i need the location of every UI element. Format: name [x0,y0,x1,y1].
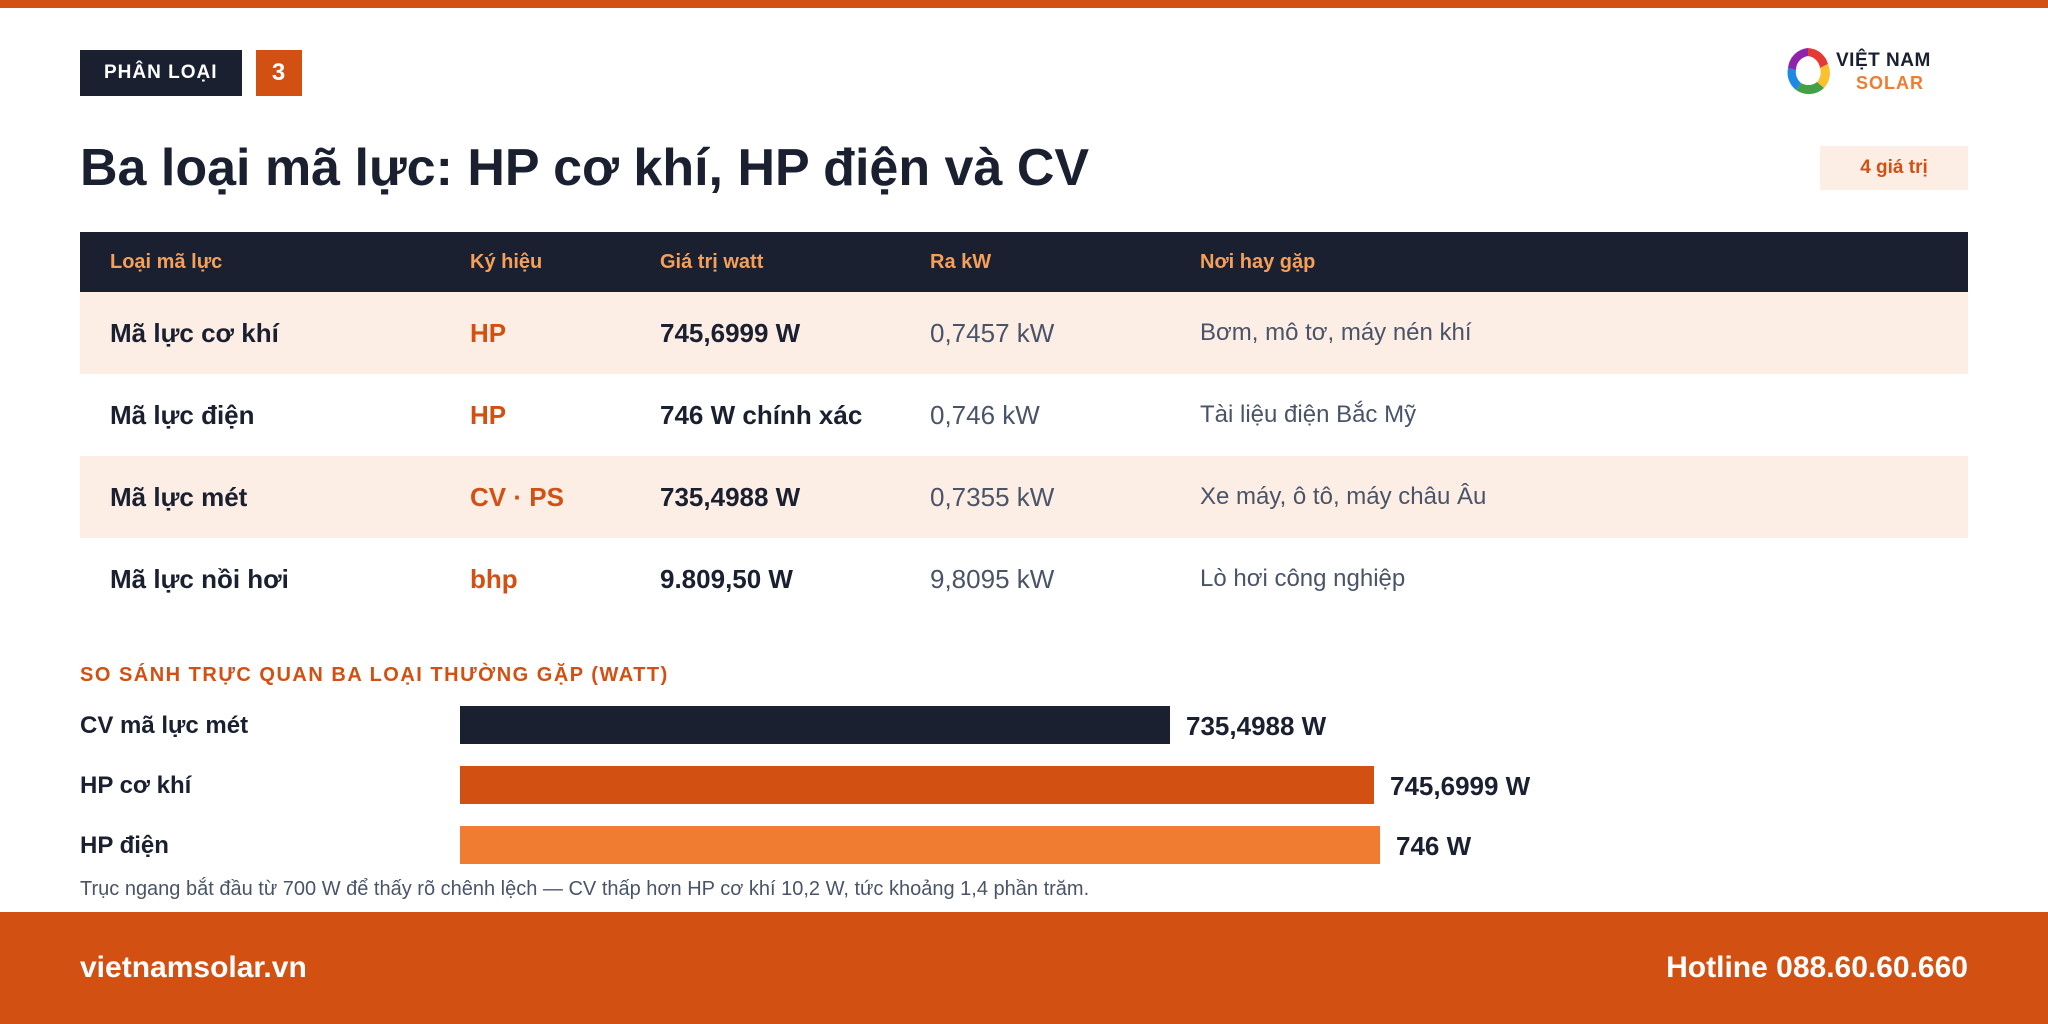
hp-type-cell: Mã lực điện [110,399,255,430]
table-row [80,538,1968,620]
bar-label: HP điện [80,832,169,859]
section-number: 3 [256,50,302,96]
watt-cell: 9.809,50 W [660,563,793,594]
usage-cell: Tài liệu điện Bắc Mỹ [1200,401,1417,428]
chart-note: Trục ngang bắt đầu từ 700 W để thấy rõ chênh lệch — CV thấp hơn HP cơ khí 10,2 W, tức khoảng 1,4 phần trăm. [80,878,1090,900]
bar-hp-mechanical [460,766,1374,804]
symbol-cell: HP [470,317,507,348]
chart-title: SO SÁNH TRỰC QUAN BA LOẠI THƯỜNG GẶP (WATT) [80,664,669,686]
hp-type-cell: Mã lực mét [110,481,248,512]
watt-cell: 746 W chính xác [660,399,863,430]
table-row [80,456,1968,538]
usage-cell: Xe máy, ô tô, máy châu Âu [1200,483,1487,510]
hp-type-cell: Mã lực nồi hơi [110,563,289,594]
column-header: Nơi hay gặp [1200,250,1316,273]
bar-value-label: 746 W [1396,831,1472,861]
bar-row-hp-mechanical [80,766,1980,806]
column-header: Ra kW [930,250,992,273]
hotline[interactable]: Hotline 088.60.60.660 [1666,951,1968,984]
footer [0,912,2048,1024]
logo-line2: SOLAR [1856,73,1924,93]
table-row [80,374,1968,456]
logo-line1: VIỆT NAM [1836,50,1931,71]
bar-cv [460,706,1170,744]
bar-label: CV mã lực mét [80,712,249,739]
kw-cell: 0,7457 kW [930,317,1055,348]
kw-cell: 9,8095 kW [930,563,1055,594]
top-accent-bar [0,0,2048,8]
kw-cell: 0,746 kW [930,399,1040,430]
column-header: Loại mã lực [110,250,223,273]
symbol-cell: bhp [470,563,518,594]
section-label: PHÂN LOẠI [80,50,242,96]
symbol-cell: CV · PS [470,481,564,512]
symbol-cell: HP [470,399,507,430]
watt-cell: 745,6999 W [660,317,801,348]
table-row [80,292,1968,374]
bar-hp-electric [460,826,1380,864]
hp-type-cell: Mã lực cơ khí [110,317,279,348]
section-badge [80,50,302,96]
value-count-badge: 4 giá trị [1820,146,1968,190]
column-header: Ký hiệu [470,250,543,273]
website-link[interactable]: vietnamsolar.vn [80,951,307,984]
bar-value-label: 735,4988 W [1186,711,1327,741]
solar-logo-icon [1780,40,1836,104]
column-header: Giá trị watt [660,250,764,273]
bar-row-cv [80,706,1980,746]
horsepower-table [80,232,1968,620]
usage-cell: Bơm, mô tơ, máy nén khí [1200,319,1472,346]
watt-cell: 735,4988 W [660,481,801,512]
bar-label: HP cơ khí [80,772,192,799]
usage-cell: Lò hơi công nghiệp [1200,565,1406,592]
table-header-row [80,232,1968,292]
bar-row-hp-electric [80,826,1980,866]
vietnam-solar-logo [1780,40,1970,104]
page-title: Ba loại mã lực: HP cơ khí, HP điện và CV [80,139,1090,197]
kw-cell: 0,7355 kW [930,481,1055,512]
bar-value-label: 745,6999 W [1390,771,1531,801]
